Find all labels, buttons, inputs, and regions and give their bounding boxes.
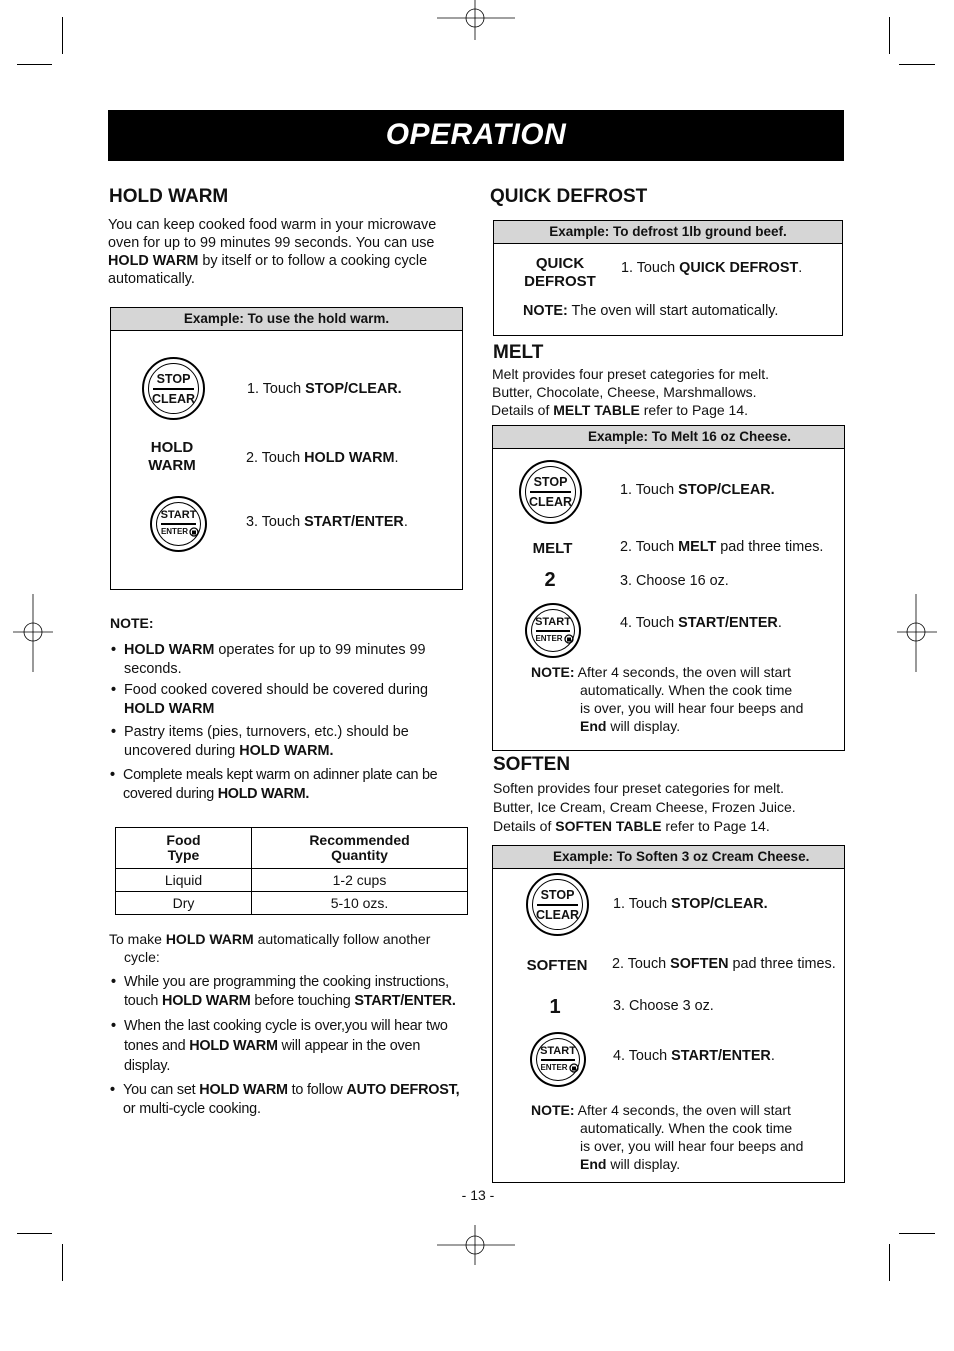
page-title: OPERATION [385, 118, 567, 151]
stop-clear-button[interactable]: STOP CLEAR [142, 357, 205, 420]
note-item: • Food cooked covered should be covered during HOLD WARM [111, 682, 429, 717]
hold-warm-intro: You can keep cooked food warm in your microwave oven for up to 99 minutes 99 seconds. You can use HOLD WARM by itself or to follow a cooking cycle automatically. [108, 217, 437, 287]
hold-warm-heading: HOLD WARM [109, 186, 229, 207]
page-number: - 13 - [461, 1187, 495, 1203]
crop-mark [17, 64, 52, 65]
soften-step-3: 3. Choose 3 oz. [613, 998, 714, 1014]
soften-step-1: 1. Touch STOP/CLEAR. [613, 896, 768, 912]
melt-step-2: 2. Touch MELT pad three times. [620, 539, 824, 555]
lock-icon [564, 633, 574, 644]
registration-mark [13, 594, 53, 672]
table-cell: Dry [116, 892, 252, 915]
example-title: Example: To Soften 3 oz Cream Cheese. [493, 846, 844, 869]
example-title: Example: To use the hold warm. [111, 308, 462, 331]
registration-mark [897, 594, 937, 672]
quick-defrost-note: NOTE: The oven will start automatically. [523, 303, 779, 319]
crop-mark [889, 1244, 890, 1281]
example-title: Example: To Melt 16 oz Cheese. [493, 426, 844, 449]
melt-pad[interactable]: MELT [532, 540, 573, 557]
example-title: Example: To defrost 1lb ground beef. [494, 221, 842, 244]
note-item: • Pastry items (pies, turnovers, etc.) should be uncovered during HOLD WARM. [111, 724, 409, 759]
table-cell: 1-2 cups [252, 869, 468, 892]
crop-mark [899, 1233, 935, 1234]
soften-heading: SOFTEN [493, 754, 571, 775]
quick-defrost-pad[interactable]: QUICK DEFROST [524, 255, 596, 290]
soften-pad[interactable]: SOFTEN [526, 957, 588, 974]
table-header: Recommended Quantity [252, 828, 468, 869]
number-pad-2[interactable]: 2 [544, 569, 556, 591]
table-cell: 5-10 ozs. [252, 892, 468, 915]
melt-intro: Melt provides four preset categories for melt. Butter, Chocolate, Cheese, Marshmallows. Details of MELT TABLE refer to Page 14. [491, 366, 770, 418]
follow-item: • When the last cooking cycle is over,you will hear two tones and HOLD WARM will appear in the oven display. [111, 1018, 448, 1074]
follow-item: • While you are programming the cooking instructions, touch HOLD WARM before touching START/ENTER. [111, 974, 456, 1009]
crop-mark [889, 17, 890, 54]
lock-icon [569, 1062, 579, 1073]
hold-warm-step-2: 2. Touch HOLD WARM. [246, 450, 399, 466]
hold-warm-step-3: 3. Touch START/ENTER. [246, 514, 408, 530]
start-enter-button[interactable]: START ENTER [530, 1032, 586, 1087]
food-table [115, 827, 468, 915]
melt-note: NOTE: After 4 seconds, the oven will start automatically. When the cook time is over, you will hear four beeps and End will display. [531, 664, 804, 734]
crop-mark [62, 17, 63, 54]
hold-warm-pad[interactable]: HOLD WARM [148, 439, 196, 474]
start-enter-button[interactable]: START ENTER [150, 496, 207, 552]
crop-mark [899, 64, 935, 65]
table-header: Food Type [116, 828, 252, 869]
note-heading: NOTE: [110, 615, 154, 631]
melt-step-4: 4. Touch START/ENTER. [620, 615, 782, 631]
soften-note: NOTE: After 4 seconds, the oven will start automatically. When the cook time is over, you will hear four beeps and End will display. [531, 1102, 804, 1172]
stop-clear-button[interactable]: STOP CLEAR [519, 460, 582, 524]
crop-mark [17, 1233, 52, 1234]
table-cell: Liquid [116, 869, 252, 892]
registration-mark [437, 0, 515, 40]
quick-defrost-heading: QUICK DEFROST [490, 186, 648, 207]
follow-item: • You can set HOLD WARM to follow AUTO DEFROST, or multi-cycle cooking. [110, 1082, 460, 1117]
crop-mark [62, 1244, 63, 1281]
registration-mark [437, 1225, 515, 1265]
note-item: • Complete meals kept warm on adinner plate can be covered during HOLD WARM. [110, 767, 438, 802]
melt-step-3: 3. Choose 16 oz. [620, 573, 729, 589]
start-enter-button[interactable]: START ENTER [525, 603, 581, 658]
stop-clear-button[interactable]: STOP CLEAR [526, 873, 589, 936]
soften-intro: Soften provides four preset categories for melt. Butter, Ice Cream, Cream Cheese, Frozen Juice. Details of SOFTEN TABLE refer to Page 14. [493, 780, 796, 834]
melt-heading: MELT [493, 342, 544, 363]
page-title-banner [108, 110, 844, 161]
lock-icon [189, 526, 199, 537]
hold-warm-step-1: 1. Touch STOP/CLEAR. [247, 381, 402, 397]
follow-intro: To make HOLD WARM automatically follow another cycle: [109, 931, 431, 965]
melt-step-1: 1. Touch STOP/CLEAR. [620, 482, 775, 498]
quick-defrost-step-1: 1. Touch QUICK DEFROST. [621, 260, 803, 276]
note-item: • HOLD WARM operates for up to 99 minutes 99 seconds. [111, 642, 426, 677]
soften-step-4: 4. Touch START/ENTER. [613, 1048, 775, 1064]
number-pad-1[interactable]: 1 [549, 996, 561, 1018]
soften-step-2: 2. Touch SOFTEN pad three times. [612, 956, 836, 972]
